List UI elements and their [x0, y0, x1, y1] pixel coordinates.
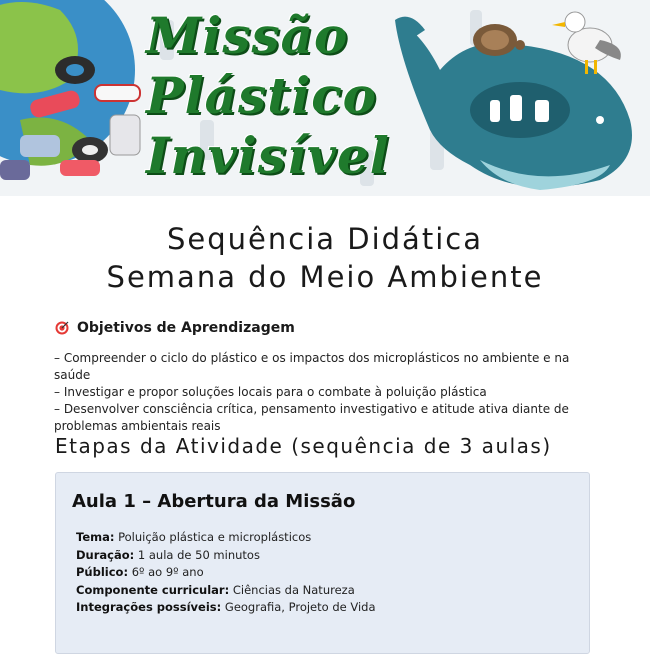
lesson-field: Componente curricular: Ciências da Natureza: [76, 582, 355, 597]
lesson-fields: [76, 529, 376, 617]
lesson-field: Integrações possíveis: Geografia, Projeto de Vida: [76, 600, 376, 614]
objectives-list: [54, 350, 599, 435]
lesson-title: Aula 1 – Abertura da Missão: [72, 491, 356, 512]
banner-title-line: Plástico: [146, 66, 378, 125]
banner-title: [146, 6, 446, 186]
list-item: – Desenvolver consciência crítica, pensamento investigativo e atitude ativa diante de problemas ambientais reais: [54, 402, 569, 433]
etapas-heading: Etapas da Atividade (sequência de 3 aulas): [55, 434, 552, 458]
lesson-card: [55, 472, 590, 654]
banner-title-line: Missão: [146, 6, 349, 65]
document-title-line1: Sequência Didática: [167, 222, 483, 256]
lesson-field: Público: 6º ao 9º ano: [76, 565, 204, 579]
list-item: – Compreender o ciclo do plástico e os impactos dos microplásticos no ambiente e na saúde: [54, 351, 570, 382]
header-banner: [0, 0, 650, 196]
target-icon: [55, 321, 69, 335]
lesson-field: Duração: 1 aula de 50 minutos: [76, 547, 260, 562]
lesson-field: Tema: Poluição plástica e microplásticos: [76, 530, 312, 544]
document-title-line2: Semana do Meio Ambiente: [106, 260, 544, 294]
list-item: – Investigar e propor soluções locais para o combate à poluição plástica: [54, 385, 487, 399]
objectives-heading: [55, 320, 295, 336]
objectives-heading-label: Objetivos de Aprendizagem: [77, 320, 295, 336]
banner-title-line: Invisível: [146, 126, 390, 185]
